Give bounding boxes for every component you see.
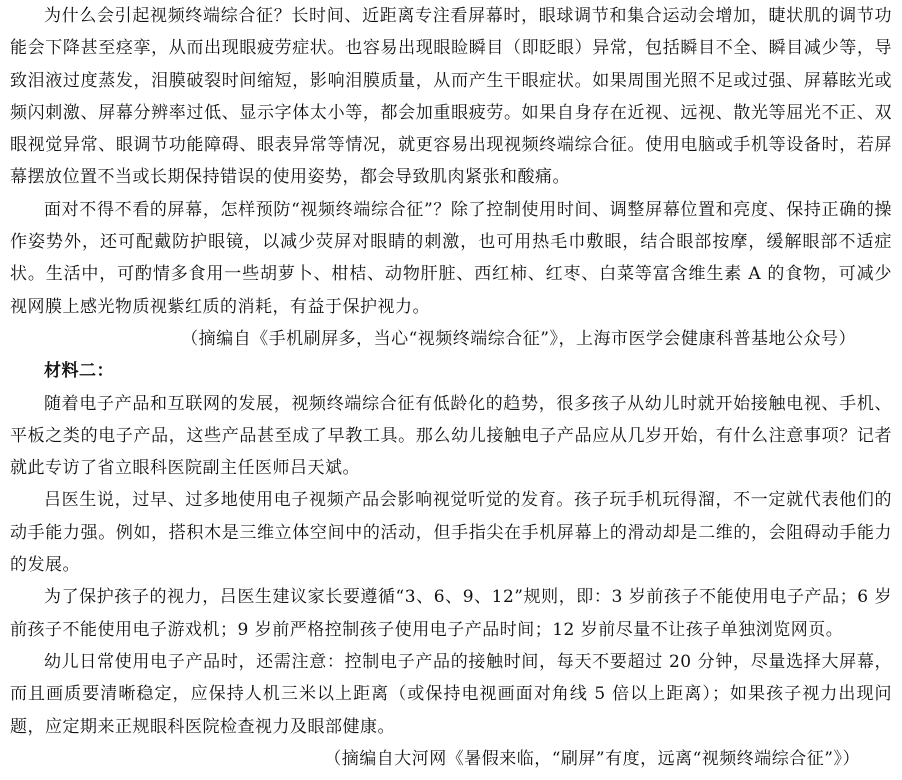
material2-paragraph-3: 为了保护孩子的视力，吕医生建议家长要遵循“3、6、9、12”规则，即：3 岁前孩子不能使用电子产品；6 岁前孩子不能使用电子游戏机；9 岁前严格控制孩子使用电子产品时间；12 岁前尽量不让孩子单独浏览网页。 [10,587,892,640]
material2-paragraph-1: 随着电子产品和互联网的发展，视频终端综合征有低龄化的趋势，很多孩子从幼儿时就开始接触电视、手机、平板之类的电子产品，这些产品甚至成了早教工具。那么幼儿接触电子产品应从几岁开始，有什么注意事项？记者就此专访了省立眼科医院副主任医师吕天斌。 [10,393,892,479]
document-page [10,0,892,775]
material1-source: （摘编自《手机刷屏多，当心“视频终端综合征”》，上海市医学会健康科普基地公众号） [181,328,856,349]
material2-paragraph-4: 幼儿日常使用电子产品时，还需注意：控制电子产品的接触时间，每天不要超过 20 分钟，尽量选择大屏幕，而且画质要清晰稳定，应保持人机三米以上距离（或保持电视画面对角线 5 倍以上距离）；如果孩子视力出现问题，应定期来正规眼科医院检查视力及眼部健康。 [10,651,892,737]
material2-source: （摘编自大河网《暑假来临，“刷屏”有度，远离“视频终端综合征”》） [324,748,860,769]
material1-paragraph-2: 面对不得不看的屏幕，怎样预防“视频终端综合征”？除了控制使用时间、调整屏幕位置和亮度、保持正确的操作姿势外，还可配戴防护眼镜，以减少荧屏对眼睛的刺激，也可用热毛巾敷眼，结合眼部按摩，缓解眼部不适症状。生活中，可酌情多食用一些胡萝卜、柑桔、动物肝脏、西红柿、红枣、白菜等富含维生素 A 的食物，可减少视网膜上感光物质视紫红质的消耗，有益于保护视力。 [10,199,892,317]
material1-paragraph-1: 为什么会引起视频终端综合征？长时间、近距离专注看屏幕时，眼球调节和集合运动会增加，睫状肌的调节功能会下降甚至痉挛，从而出现眼疲劳症状。也容易出现眼睑瞬目（即眨眼）异常，包括瞬目不全、瞬目减少等，导致泪液过度蒸发，泪膜破裂时间缩短，影响泪膜质量，从而产生干眼症状。如果周围光照不足或过强、屏幕眩光或频闪刺激、屏幕分辨率过低、显示字体太小等，都会加重眼疲劳。如果自身存在近视、远视、散光等屈光不正、双眼视觉异常、眼调节功能障碍、眼表异常等情况，就更容易出现视频终端综合征。使用电脑或手机等设备时，若屏幕摆放位置不当或长期保持错误的使用姿势，都会导致肌肉紧张和酸痛。 [10,6,892,188]
material2-heading: 材料二： [44,361,114,382]
material2-paragraph-2: 吕医生说，过早、过多地使用电子视频产品会影响视觉听觉的发育。孩子玩手机玩得溜，不一定就代表他们的动手能力强。例如，搭积木是三维立体空间中的活动，但手指尖在手机屏幕上的滑动却是二维的，会阻碍动手能力的发展。 [10,490,892,576]
